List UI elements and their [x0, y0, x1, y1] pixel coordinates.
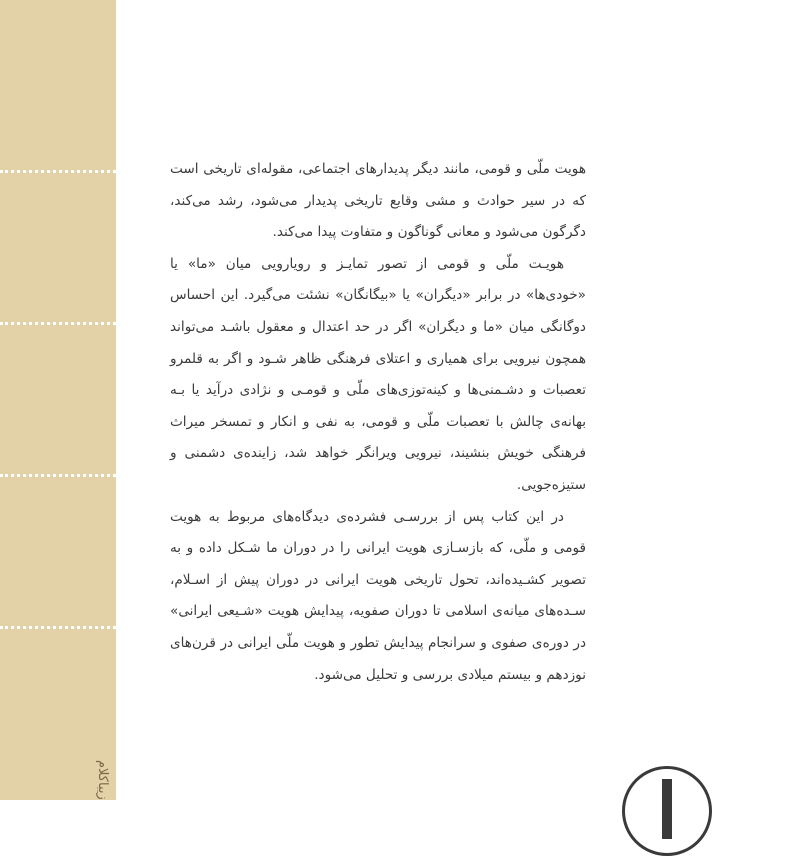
blurb-text: [170, 154, 586, 691]
dotted-divider: [0, 626, 116, 629]
back-cover-page: [116, 0, 800, 800]
paragraph: هویـت ملّی و قومی از تصور تمایـز و رویارویی میان «ما» یا «خودی‌ها» در برابر «دیگران» یا «بیگانگان» نشئت می‌گیرد. این احساس دوگانگی میان «ما و دیگران» اگر در حد اعتدال و معقول باشـد می‌تواند همچون نیرویی برای همیاری و اعتلای فرهنگی ظاهر شـود و اگر به قلمرو تعصبات و دشـمنی‌ها و کینه‌توزی‌های ملّی و قومـی و نژادی درآید یا بـه بهانه‌ی چالش با تعصبات ملّی و قومی، به نفی و انکار و تمسخر میراث فرهنگی خویش بنشیند، نیرویی ویرانگر خواهد شد، زاینده‌ی دشمنی و ستیزه‌جویی.: [170, 255, 586, 493]
paragraph: هویت ملّی و قومی، مانند دیگر پدیدارهای اجتماعی، مقوله‌ای تاریخی است که در سیر حوادث و مشی وقایع تاریخی پدیدار می‌شود، رشد می‌کند، دگرگون می‌شود و معانی گوناگون و متفاوت پیدا می‌کند.: [170, 161, 586, 241]
dotted-divider: [0, 322, 116, 325]
paragraph: در این کتاب پس از بررسـی فشرده‌ی دیدگاه‌های مربوط به هویت قومی و ملّی، که بازسـازی هویت ایرانی را در دوران ما شـکل داده و به تصویر کشـیده‌اند، تحول تاریخی هویت ایرانی در دوران پیش از اسـلام، سـده‌های میانه‌ی اسلامی تا دوران صفویه، پیدایش هویت «شـیعی ایرانی» در دوره‌ی صفوی و سرانجام پیدایش تطور و هویت ملّی ایرانی در قرن‌های نوزدهم و بیستم میلادی بررسی و تحلیل می‌شود.: [170, 508, 586, 683]
dotted-divider: [0, 474, 116, 477]
book-spine: [0, 0, 116, 800]
publisher-logo-icon: [622, 766, 712, 856]
dotted-divider: [0, 170, 116, 173]
spine-author-text: زیباکلام: [95, 760, 110, 800]
